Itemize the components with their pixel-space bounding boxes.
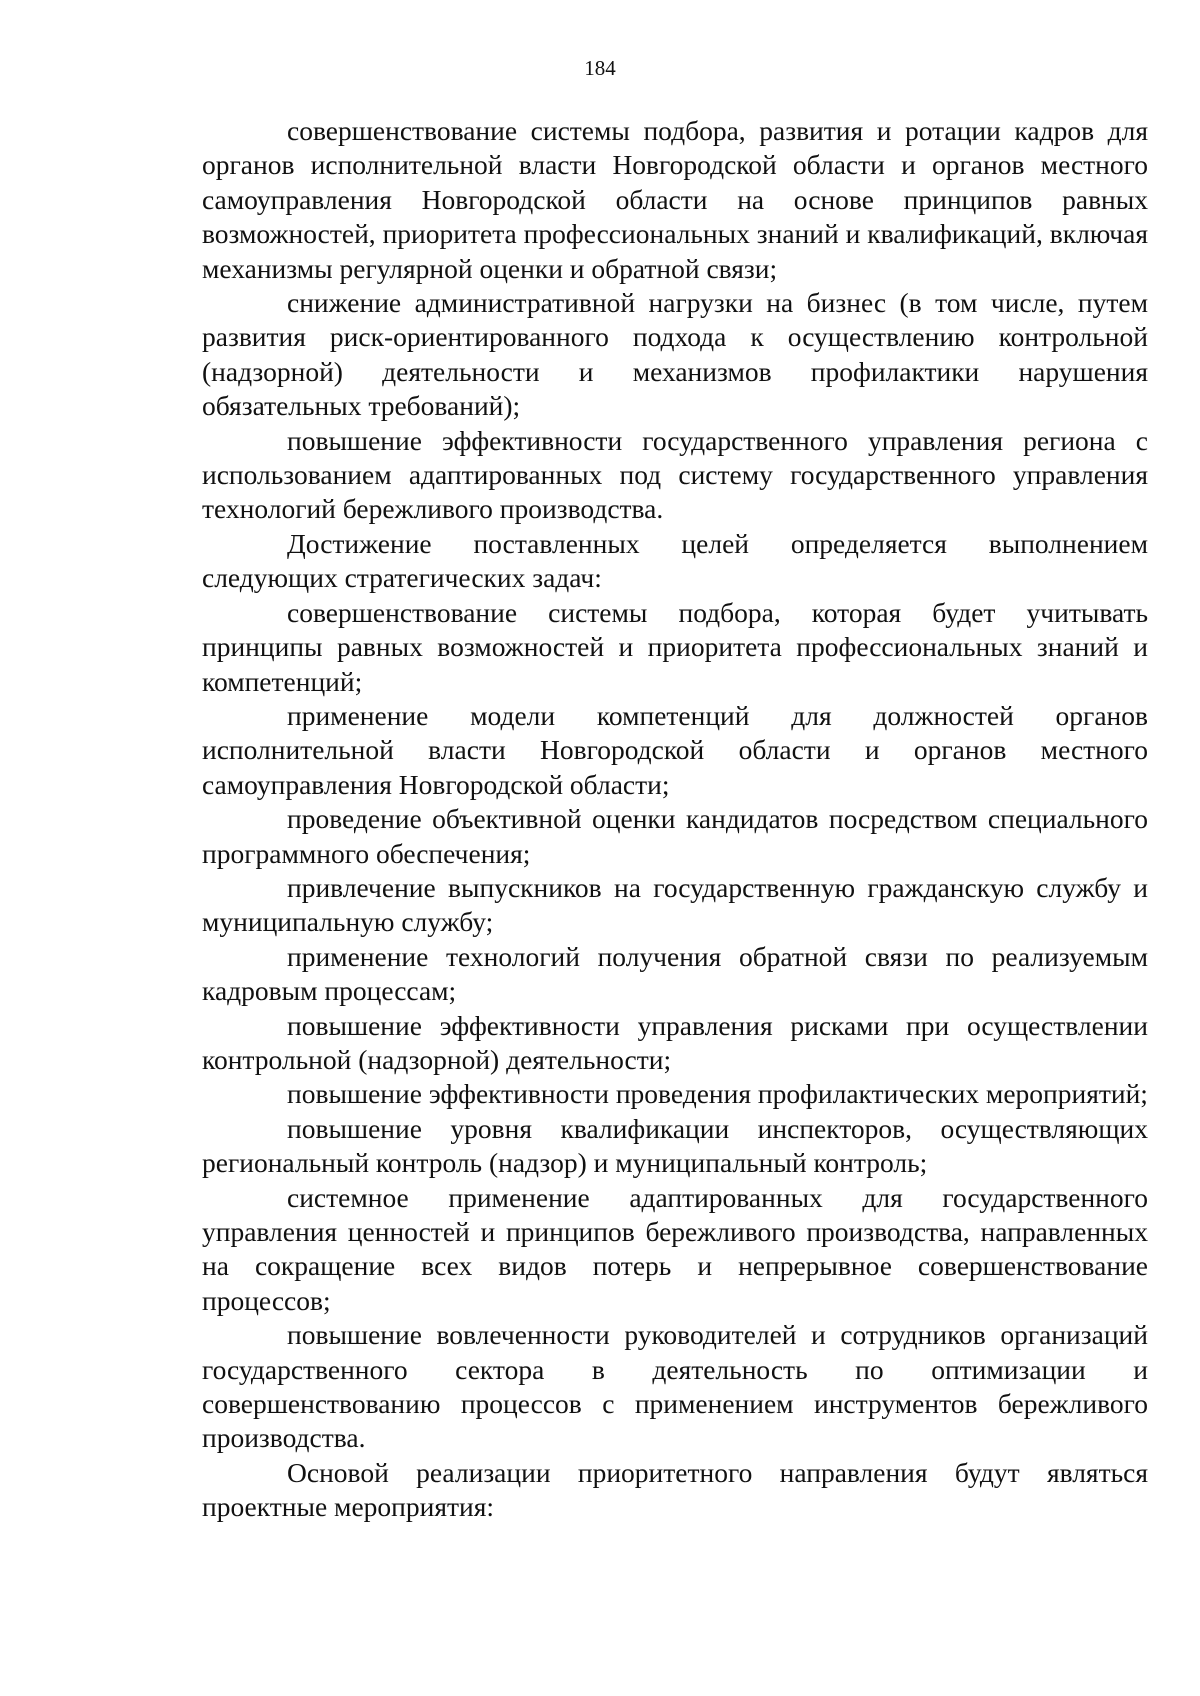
paragraph: привлечение выпускников на государственную гражданскую службу и муниципальную службу; bbox=[202, 871, 1148, 938]
paragraph: системное применение адаптированных для государственного управления ценностей и принципов бережливого производства, направленных на сокращение всех видов потерь и непрерывное совершенствование процессов; bbox=[202, 1181, 1148, 1316]
paragraph: совершенствование системы подбора, развития и ротации кадров для органов исполнительной власти Новгородской области и органов местного самоуправления Новгородской области на основе принципов равных возможностей, приоритета профессиональных знаний и квалификаций, включая механизмы регулярной оценки и обратной связи; bbox=[202, 115, 1148, 284]
paragraph: применение модели компетенций для должностей органов исполнительной власти Новгородской области и органов местного самоуправления Новгородской области; bbox=[202, 699, 1148, 800]
paragraph: Достижение поставленных целей определяется выполнением следующих стратегических задач: bbox=[202, 527, 1148, 594]
paragraph: повышение эффективности государственного управления региона с использованием адаптированных под систему государственного управления технологий бережливого производства. bbox=[202, 424, 1148, 525]
paragraph: совершенствование системы подбора, которая будет учитывать принципы равных возможностей и приоритета профессиональных знаний и компетенций; bbox=[202, 596, 1148, 697]
paragraph: повышение уровня квалификации инспекторов, осуществляющих региональный контроль (надзор) и муниципальный контроль; bbox=[202, 1112, 1148, 1179]
page-number: 184 bbox=[584, 56, 616, 80]
document-body bbox=[202, 114, 1148, 1525]
paragraph: снижение административной нагрузки на бизнес (в том числе, путем развития риск-ориентированного подхода к осуществлению контрольной (надзорной) деятельности и механизмов профилактики нарушения обязательных требований); bbox=[202, 287, 1148, 422]
paragraph: Основой реализации приоритетного направления будут являться проектные мероприятия: bbox=[202, 1456, 1148, 1523]
paragraph: проведение объективной оценки кандидатов посредством специального программного обеспечения; bbox=[202, 803, 1148, 869]
paragraph: повышение вовлеченности руководителей и сотрудников организаций государственного сектора в деятельность по оптимизации и совершенствованию процессов с применением инструментов бережливого производства. bbox=[202, 1319, 1148, 1454]
paragraph: повышение эффективности проведения профилактических мероприятий; bbox=[287, 1078, 1148, 1110]
paragraph: применение технологий получения обратной связи по реализуемым кадровым процессам; bbox=[202, 940, 1148, 1007]
paragraph: повышение эффективности управления рисками при осуществлении контрольной (надзорной) деятельности; bbox=[202, 1009, 1148, 1075]
